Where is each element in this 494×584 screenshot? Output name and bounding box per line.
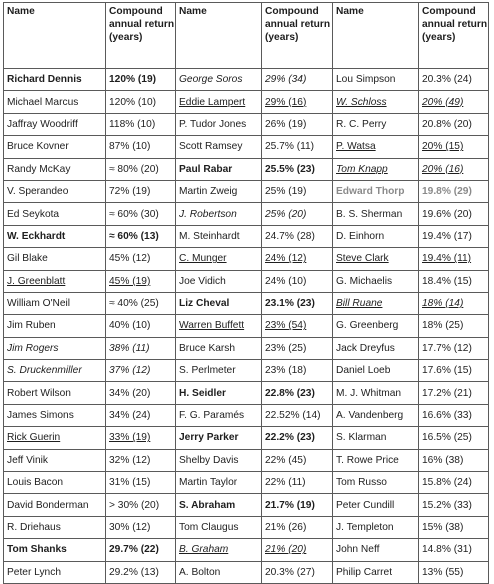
investor-name: Peter Cundill	[333, 494, 419, 516]
annual-return: 25% (20)	[262, 203, 333, 225]
investor-name: A. Vandenberg	[333, 404, 419, 426]
header-return: Compound annual return (years)	[106, 3, 176, 69]
annual-return: 20.3% (27)	[262, 561, 333, 583]
table-row	[4, 136, 489, 158]
annual-return: 24% (10)	[262, 270, 333, 292]
investor-name: H. Seidler	[176, 382, 262, 404]
annual-return: 29% (16)	[262, 91, 333, 113]
annual-return: 45% (19)	[106, 270, 176, 292]
annual-return: > 30% (20)	[106, 494, 176, 516]
investor-name: B. Graham	[176, 539, 262, 561]
annual-return: 25.5% (23)	[262, 158, 333, 180]
table-row	[4, 337, 489, 359]
investor-name: B. S. Sherman	[333, 203, 419, 225]
investor-name: Edward Thorp	[333, 180, 419, 202]
investor-name: S. Perlmeter	[176, 360, 262, 382]
table-row	[4, 203, 489, 225]
investor-name: Martin Zweig	[176, 180, 262, 202]
investor-name: Eddie Lampert	[176, 91, 262, 113]
investor-name: Warren Buffett	[176, 315, 262, 337]
annual-return: 15.2% (33)	[419, 494, 489, 516]
table-row	[4, 315, 489, 337]
annual-return: 16% (38)	[419, 449, 489, 471]
investor-name: S. Druckenmiller	[4, 360, 106, 382]
table-row	[4, 292, 489, 314]
table-row	[4, 270, 489, 292]
table-row	[4, 248, 489, 270]
investor-name: F. G. Paramés	[176, 404, 262, 426]
investor-name: S. Klarman	[333, 427, 419, 449]
annual-return: ≈ 40% (25)	[106, 292, 176, 314]
header-name: Name	[176, 3, 262, 69]
investor-name: Jaffray Woodriff	[4, 113, 106, 135]
annual-return: 23% (54)	[262, 315, 333, 337]
annual-return: 17.6% (15)	[419, 360, 489, 382]
annual-return: 45% (12)	[106, 248, 176, 270]
table-row	[4, 404, 489, 426]
investor-name: P. Tudor Jones	[176, 113, 262, 135]
investor-name: Tom Shanks	[4, 539, 106, 561]
header-row	[4, 3, 489, 69]
table-row	[4, 561, 489, 583]
investor-name: W. Schloss	[333, 91, 419, 113]
investor-name: Scott Ramsey	[176, 136, 262, 158]
investor-name: Louis Bacon	[4, 472, 106, 494]
annual-return: 29.7% (22)	[106, 539, 176, 561]
investor-name: Shelby Davis	[176, 449, 262, 471]
table-row	[4, 516, 489, 538]
annual-return: 19.8% (29)	[419, 180, 489, 202]
investor-name: Peter Lynch	[4, 561, 106, 583]
table-row	[4, 494, 489, 516]
annual-return: ≈ 60% (30)	[106, 203, 176, 225]
annual-return: 21% (20)	[262, 539, 333, 561]
investor-name: Paul Rabar	[176, 158, 262, 180]
annual-return: 25% (19)	[262, 180, 333, 202]
investor-name: Philip Carret	[333, 561, 419, 583]
annual-return: 22% (11)	[262, 472, 333, 494]
header-name: Name	[333, 3, 419, 69]
annual-return: 87% (10)	[106, 136, 176, 158]
table-row	[4, 158, 489, 180]
investor-name: John Neff	[333, 539, 419, 561]
annual-return: 20% (15)	[419, 136, 489, 158]
annual-return: 30% (12)	[106, 516, 176, 538]
annual-return: 20% (49)	[419, 91, 489, 113]
investor-name: M. Steinhardt	[176, 225, 262, 247]
annual-return: 120% (19)	[106, 69, 176, 91]
annual-return: 24.7% (28)	[262, 225, 333, 247]
investor-name: James Simons	[4, 404, 106, 426]
annual-return: 22.8% (23)	[262, 382, 333, 404]
investor-name: P. Watsa	[333, 136, 419, 158]
annual-return: 120% (10)	[106, 91, 176, 113]
annual-return: 72% (19)	[106, 180, 176, 202]
annual-return: 15.8% (24)	[419, 472, 489, 494]
investor-name: Joe Vidich	[176, 270, 262, 292]
investor-name: G. Greenberg	[333, 315, 419, 337]
investor-name: Jerry Parker	[176, 427, 262, 449]
investor-name: Richard Dennis	[4, 69, 106, 91]
annual-return: 20.8% (20)	[419, 113, 489, 135]
annual-return: 23.1% (23)	[262, 292, 333, 314]
annual-return: 19.4% (17)	[419, 225, 489, 247]
annual-return: 22.2% (23)	[262, 427, 333, 449]
annual-return: 20% (16)	[419, 158, 489, 180]
investor-name: T. Rowe Price	[333, 449, 419, 471]
annual-return: 20.3% (24)	[419, 69, 489, 91]
annual-return: 24% (12)	[262, 248, 333, 270]
table-row	[4, 449, 489, 471]
annual-return: 22% (45)	[262, 449, 333, 471]
investor-name: Jeff Vinik	[4, 449, 106, 471]
investor-name: M. J. Whitman	[333, 382, 419, 404]
annual-return: 31% (15)	[106, 472, 176, 494]
header-return: Compound annual return (years)	[419, 3, 489, 69]
investor-name: S. Abraham	[176, 494, 262, 516]
investor-name: R. C. Perry	[333, 113, 419, 135]
table-row	[4, 472, 489, 494]
table-row	[4, 91, 489, 113]
investor-name: Rick Guerin	[4, 427, 106, 449]
table-row	[4, 225, 489, 247]
investor-name: Randy McKay	[4, 158, 106, 180]
investor-name: J. Templeton	[333, 516, 419, 538]
annual-return: 13% (55)	[419, 561, 489, 583]
investor-name: Jim Ruben	[4, 315, 106, 337]
table-row	[4, 360, 489, 382]
table-row	[4, 539, 489, 561]
investor-name: Tom Russo	[333, 472, 419, 494]
investor-name: W. Eckhardt	[4, 225, 106, 247]
annual-return: 18.4% (15)	[419, 270, 489, 292]
investor-name: Tom Knapp	[333, 158, 419, 180]
investor-name: J. Greenblatt	[4, 270, 106, 292]
annual-return: 22.52% (14)	[262, 404, 333, 426]
investor-name: William O'Neil	[4, 292, 106, 314]
annual-return: 17.2% (21)	[419, 382, 489, 404]
annual-return: 15% (38)	[419, 516, 489, 538]
table-row	[4, 113, 489, 135]
investor-name: Bruce Karsh	[176, 337, 262, 359]
investor-name: Ed Seykota	[4, 203, 106, 225]
investor-name: D. Einhorn	[333, 225, 419, 247]
annual-return: 16.5% (25)	[419, 427, 489, 449]
annual-return: 32% (12)	[106, 449, 176, 471]
table-row	[4, 69, 489, 91]
table-row	[4, 180, 489, 202]
header-name: Name	[4, 3, 106, 69]
investor-name: Daniel Loeb	[333, 360, 419, 382]
annual-return: 21.7% (19)	[262, 494, 333, 516]
investor-name: David Bonderman	[4, 494, 106, 516]
annual-return: 21% (26)	[262, 516, 333, 538]
annual-return: ≈ 60% (13)	[106, 225, 176, 247]
table-row	[4, 382, 489, 404]
investor-name: C. Munger	[176, 248, 262, 270]
annual-return: 18% (25)	[419, 315, 489, 337]
annual-return: 34% (24)	[106, 404, 176, 426]
investor-name: Jack Dreyfus	[333, 337, 419, 359]
investor-name: V. Sperandeo	[4, 180, 106, 202]
annual-return: 23% (18)	[262, 360, 333, 382]
annual-return: ≈ 80% (20)	[106, 158, 176, 180]
investor-name: Tom Claugus	[176, 516, 262, 538]
annual-return: 19.4% (11)	[419, 248, 489, 270]
table-row	[4, 427, 489, 449]
investor-name: A. Bolton	[176, 561, 262, 583]
header-return: Compound annual return (years)	[262, 3, 333, 69]
investor-name: Martin Taylor	[176, 472, 262, 494]
annual-return: 29.2% (13)	[106, 561, 176, 583]
annual-return: 18% (14)	[419, 292, 489, 314]
annual-return: 33% (19)	[106, 427, 176, 449]
annual-return: 118% (10)	[106, 113, 176, 135]
annual-return: 40% (10)	[106, 315, 176, 337]
annual-return: 17.7% (12)	[419, 337, 489, 359]
investor-name: Jim Rogers	[4, 337, 106, 359]
annual-return: 34% (20)	[106, 382, 176, 404]
investor-name: Michael Marcus	[4, 91, 106, 113]
returns-table	[3, 2, 489, 584]
investor-name: G. Michaelis	[333, 270, 419, 292]
annual-return: 16.6% (33)	[419, 404, 489, 426]
investor-name: Liz Cheval	[176, 292, 262, 314]
annual-return: 38% (11)	[106, 337, 176, 359]
investor-name: Lou Simpson	[333, 69, 419, 91]
investor-name: Bill Ruane	[333, 292, 419, 314]
investor-name: George Soros	[176, 69, 262, 91]
annual-return: 37% (12)	[106, 360, 176, 382]
annual-return: 26% (19)	[262, 113, 333, 135]
annual-return: 29% (34)	[262, 69, 333, 91]
investor-name: J. Robertson	[176, 203, 262, 225]
investor-name: Robert Wilson	[4, 382, 106, 404]
investor-name: Steve Clark	[333, 248, 419, 270]
annual-return: 23% (25)	[262, 337, 333, 359]
investor-name: Gil Blake	[4, 248, 106, 270]
annual-return: 19.6% (20)	[419, 203, 489, 225]
annual-return: 25.7% (11)	[262, 136, 333, 158]
investor-name: R. Driehaus	[4, 516, 106, 538]
investor-name: Bruce Kovner	[4, 136, 106, 158]
annual-return: 14.8% (31)	[419, 539, 489, 561]
